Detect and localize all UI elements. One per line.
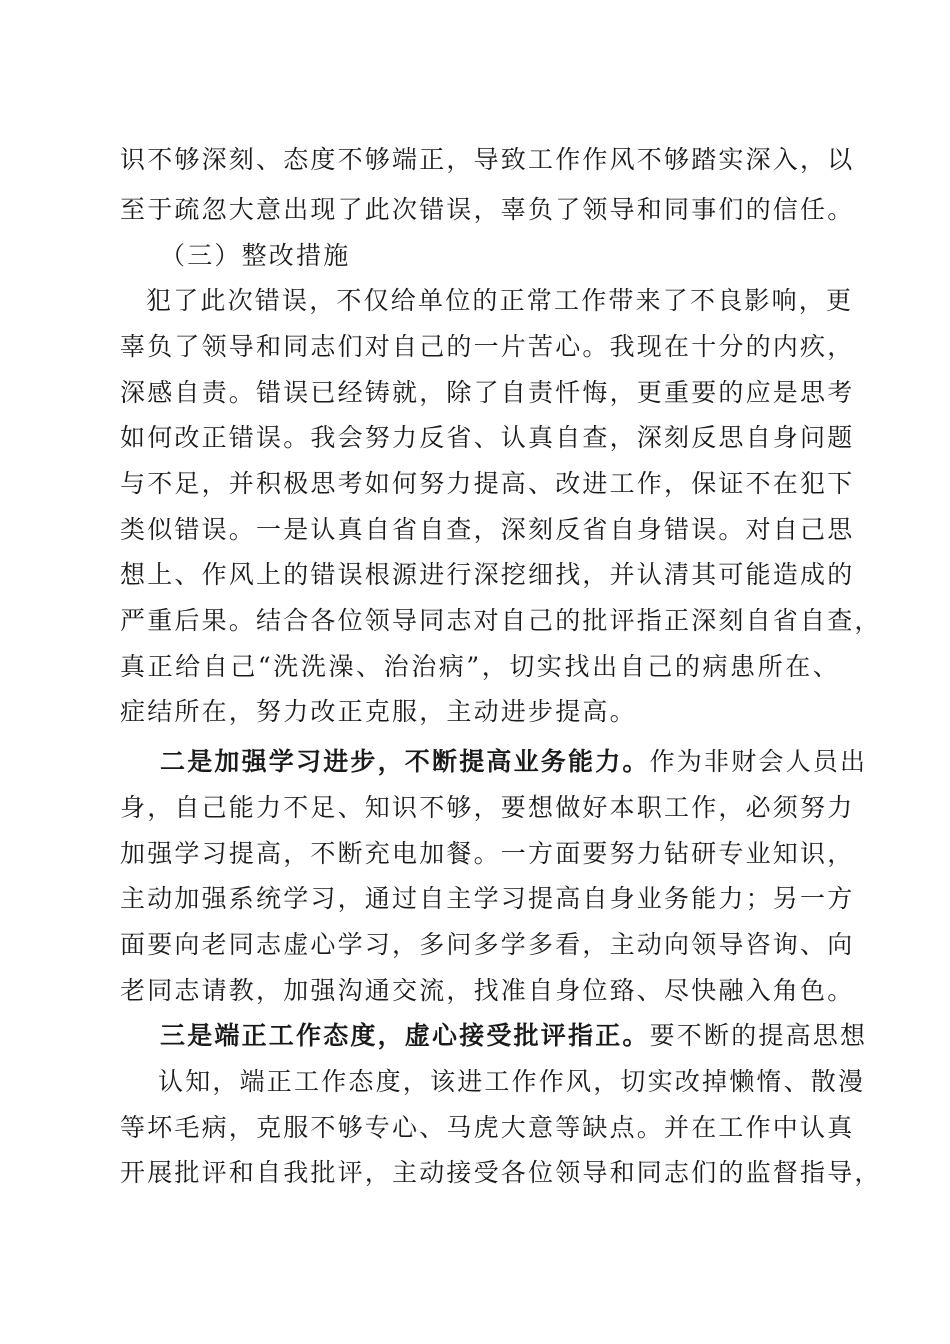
text-line-20 bbox=[160, 1018, 868, 1054]
point-three-text: 要不断的提高思想 bbox=[649, 1021, 868, 1050]
text-line-7: 如何改正错误。我会努力反省、认真自查，深刻反思自身问题 bbox=[120, 423, 855, 452]
text-line-2: 至于疏忽大意出现了此次错误，辜负了领导和同事们的信任。 bbox=[120, 195, 855, 224]
text-line-11: 严重后果。结合各位领导同志对自己的批评指正深刻自省自查， bbox=[120, 606, 882, 635]
text-line-5: 辜负了领导和同志们对自己的一片苦心。我现在十分的内疚， bbox=[120, 332, 855, 361]
text-line-23: 开展批评和自我批评，主动接受各位领导和同志们的监督指导， bbox=[120, 1158, 882, 1187]
section-heading: （三）整改措施 bbox=[160, 241, 351, 270]
text-line-12: 真正给自己“洗洗澡、治治病”，切实找出自己的病患所在、 bbox=[120, 652, 840, 681]
text-line-13: 症结所在，努力改正克服，主动进步提高。 bbox=[120, 697, 637, 726]
text-line-14 bbox=[160, 744, 868, 780]
text-line-16: 加强学习提高，不断充电加餐。一方面要努力钻研专业知识， bbox=[120, 839, 855, 868]
text-line-22: 等坏毛病，克服不够专心、马虎大意等缺点。并在工作中认真 bbox=[120, 1113, 855, 1142]
text-line-19: 老同志请教，加强沟通交流，找准自身位臵、尽快融入角色。 bbox=[120, 976, 855, 1005]
text-line-18: 面要向老同志虚心学习，多问多学多看，主动向领导咨询、向 bbox=[120, 930, 855, 959]
text-line-8: 与不足，并积极思考如何努力提高、改进工作，保证不在犯下 bbox=[120, 469, 855, 498]
text-line-21: 认知，端正工作态度，该进工作作风，切实改掉懒惰、散漫 bbox=[158, 1067, 866, 1096]
text-line-1: 识不够深刻、态度不够端正，导致工作作风不够踏实深入，以 bbox=[120, 145, 855, 174]
text-line-9: 类似错误。一是认真自省自查，深刻反省自身错误。对自己思 bbox=[120, 515, 855, 544]
text-line-4: 犯了此次错误，不仅给单位的正常工作带来了不良影响，更 bbox=[146, 286, 854, 315]
point-three-heading: 三是端正工作态度，虚心接受批评指正。 bbox=[160, 1021, 650, 1050]
point-two-text: 作为非财会人员出 bbox=[649, 747, 868, 776]
text-line-17: 主动加强系统学习，通过自主学习提高自身业务能力；另一方 bbox=[120, 884, 855, 913]
point-two-heading: 二是加强学习进步，不断提高业务能力。 bbox=[160, 747, 650, 776]
text-line-10: 想上、作风上的错误根源进行深挖细找，并认清其可能造成的 bbox=[120, 560, 855, 589]
text-line-15: 身，自己能力不足、知识不够，要想做好本职工作，必须努力 bbox=[120, 793, 855, 822]
text-line-6: 深感自责。错误已经铸就，除了自责忏悔，更重要的应是思考 bbox=[120, 378, 855, 407]
